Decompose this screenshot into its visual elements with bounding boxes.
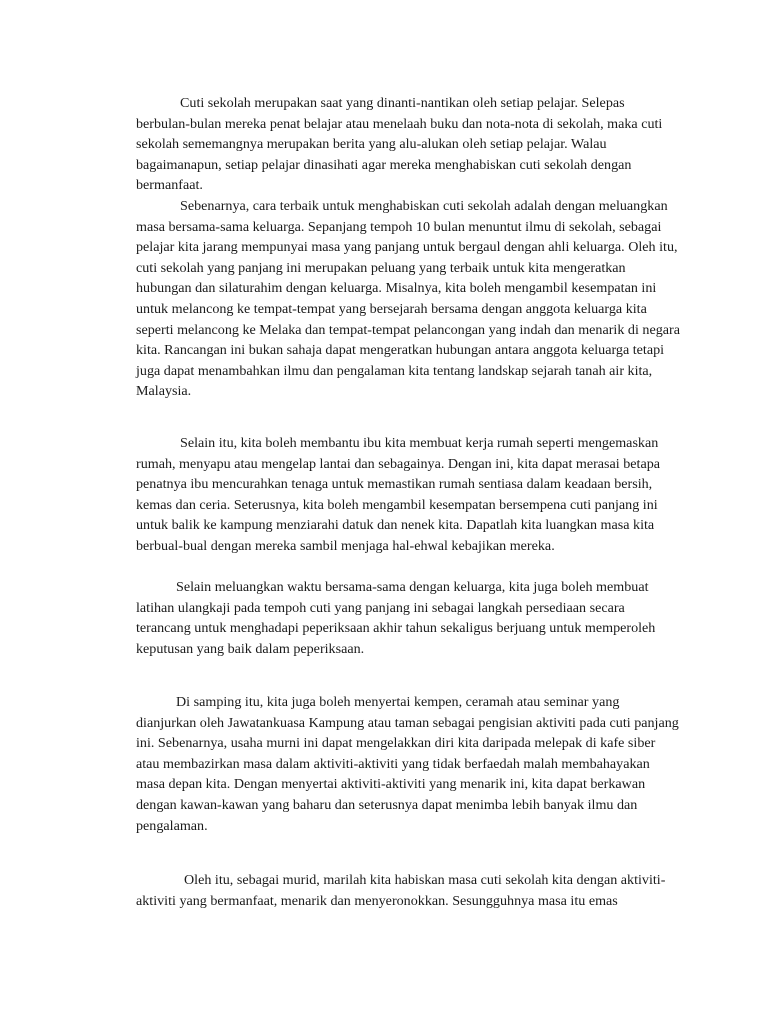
paragraph-intro: Cuti sekolah merupakan saat yang dinanti-nantikan oleh setiap pelajar. Selepas berbulan-bulan mereka penat belajar atau menelaah buku dan nota-nota di sekolah, maka cuti sekolah sememangnya merupakan berita yang alu-alukan oleh setiap pelajar. Walau bagaimanapun, setiap pelajar dinasihati agar mereka menghabiskan cuti sekolah dengan bermanfaat.: [136, 95, 663, 194]
paragraph-conclusion: Oleh itu, sebagai murid, marilah kita habiskan masa cuti sekolah kita dengan aktiviti-aktiviti yang bermanfaat, menarik dan menyeronokkan. Sesungguhnya masa itu emas: [136, 872, 666, 909]
paragraph-family-time: Sebenarnya, cara terbaik untuk menghabiskan cuti sekolah adalah dengan meluangkan masa bersama-sama keluarga. Sepanjang tempoh 10 bulan menuntut ilmu di sekolah, sebagai pelajar kita jarang mempunyai masa yang panjang untuk bergaul dengan ahli keluarga. Oleh itu, cuti sekolah yang panjang ini merupakan peluang yang terbaik untuk kita mengeratkan hubungan dan silaturahim dengan keluarga. Misalnya, kita boleh mengambil kesempatan ini untuk melancong ke tempat-tempat yang bersejarah bersama dengan anggota keluarga kita seperti melancong ke Melaka dan tempat-tempat pelancongan yang indah dan menarik di negara kita. Rancangan ini bukan sahaja dapat mengeratkan hubungan antara anggota keluarga tetapi juga dapat menambahkan ilmu dan pengalaman kita tentang landskap sejarah tanah air kita, Malaysia.: [136, 198, 680, 400]
paragraph-community-activities: Di samping itu, kita juga boleh menyertai kempen, ceramah atau seminar yang dianjurkan oleh Jawatankuasa Kampung atau taman sebagai pengisian aktiviti pada cuti panjang ini. Sebenarnya, usaha murni ini dapat mengelakkan diri kita daripada melepak di kafe siber atau membazirkan masa dalam aktiviti-aktiviti yang tidak berfaedah malah membahayakan masa depan kita. Dengan menyertai aktiviti-aktiviti yang menarik ini, kita dapat berkawan dengan kawan-kawan yang baharu dan seterusnya dapat menimba lebih banyak ilmu dan pengalaman.: [136, 694, 679, 834]
paragraph-revision: Selain meluangkan waktu bersama-sama dengan keluarga, kita juga boleh membuat latihan ulangkaji pada tempoh cuti yang panjang ini sebagai langkah persediaan secara terancang untuk menghadapi peperiksaan akhir tahun sekaligus berjuang untuk memperoleh keputusan yang baik dalam peperiksaan.: [136, 579, 656, 657]
paragraph-housework: Selain itu, kita boleh membantu ibu kita membuat kerja rumah seperti mengemaskan rumah, menyapu atau mengelap lantai dan sebagainya. Dengan ini, kita dapat merasai betapa penatnya ibu mencurahkan tenaga untuk memastikan rumah sentiasa dalam keadaan bersih, kemas dan ceria. Seterusnya, kita boleh mengambil kesempatan bersempena cuti panjang ini untuk balik ke kampung menziarahi datuk dan nenek kita. Dapatlah kita luangkan masa kita berbual-bual dengan mereka sambil menjaga hal-ehwal kebajikan mereka.: [136, 435, 661, 554]
